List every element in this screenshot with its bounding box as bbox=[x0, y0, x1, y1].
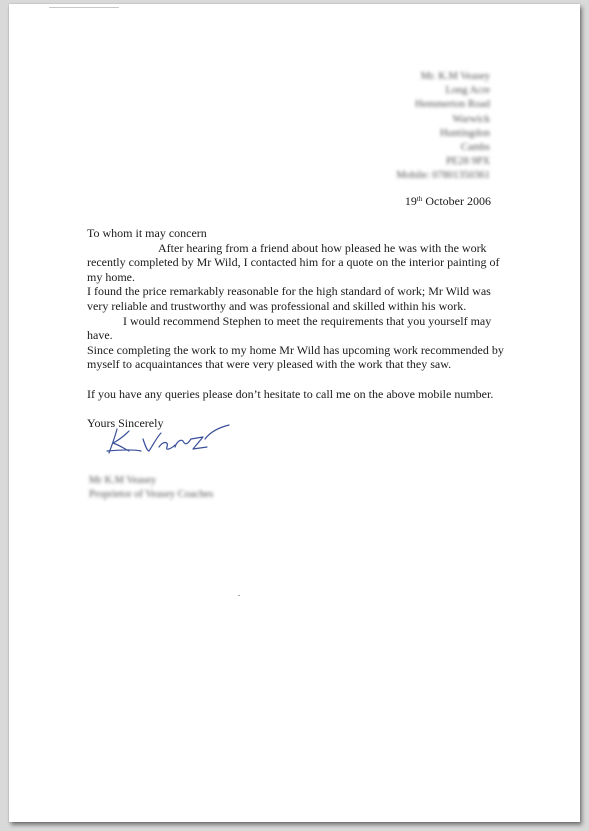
signatory-block bbox=[89, 474, 213, 502]
address-line: Warwick bbox=[452, 113, 490, 125]
address-line: Mr. K.M Veasey bbox=[420, 71, 490, 82]
letter-date bbox=[405, 194, 491, 209]
date-suffix: th bbox=[416, 195, 423, 203]
salutation: To whom it may concern bbox=[87, 226, 207, 240]
date-month-year: October 2006 bbox=[422, 194, 491, 208]
address-line: Hemmerton Road bbox=[415, 99, 490, 111]
paragraph-2: I found the price remarkably reasonable for the high standard of work; Mr Wild was very reliable and trustworthy and was professional and skilled within his work. bbox=[87, 284, 491, 313]
letter-body bbox=[87, 226, 507, 430]
scan-artifact-line bbox=[49, 7, 119, 8]
address-line: Mobile: 07801350361 bbox=[396, 170, 490, 182]
paragraph-1: After hearing from a friend about how pleased he was with the work recently completed by Mr Wild, I contacted him for a quote on the interior painting of my home. bbox=[87, 240, 500, 284]
signatory-name: Mr K.M Veasey bbox=[89, 475, 157, 486]
closing: Yours Sincerely bbox=[87, 415, 164, 430]
date-day: 19 bbox=[404, 194, 417, 208]
paragraph-4: Since completing the work to my home Mr Wild has upcoming work recommended by myself to acquaintances that were very pleased with the work that they saw. bbox=[87, 342, 504, 372]
paragraph-3: I would recommend Stephen to meet the requirements that you yourself may have. bbox=[87, 313, 492, 343]
handwritten-signature bbox=[99, 421, 239, 457]
scan-speck bbox=[238, 595, 240, 596]
address-line: PE28 9PX bbox=[445, 156, 490, 168]
letter-page bbox=[9, 4, 580, 822]
paragraph-5: If you have any queries please don’t hesitate to call me on the above mobile number. bbox=[87, 386, 494, 401]
signatory-title: Proprietor of Veasey Coaches bbox=[89, 489, 214, 500]
address-line: Huntingdon bbox=[439, 127, 490, 139]
address-line: Long Acre bbox=[445, 85, 490, 97]
sender-address-block bbox=[396, 70, 490, 184]
address-line: Cambs bbox=[460, 142, 490, 154]
